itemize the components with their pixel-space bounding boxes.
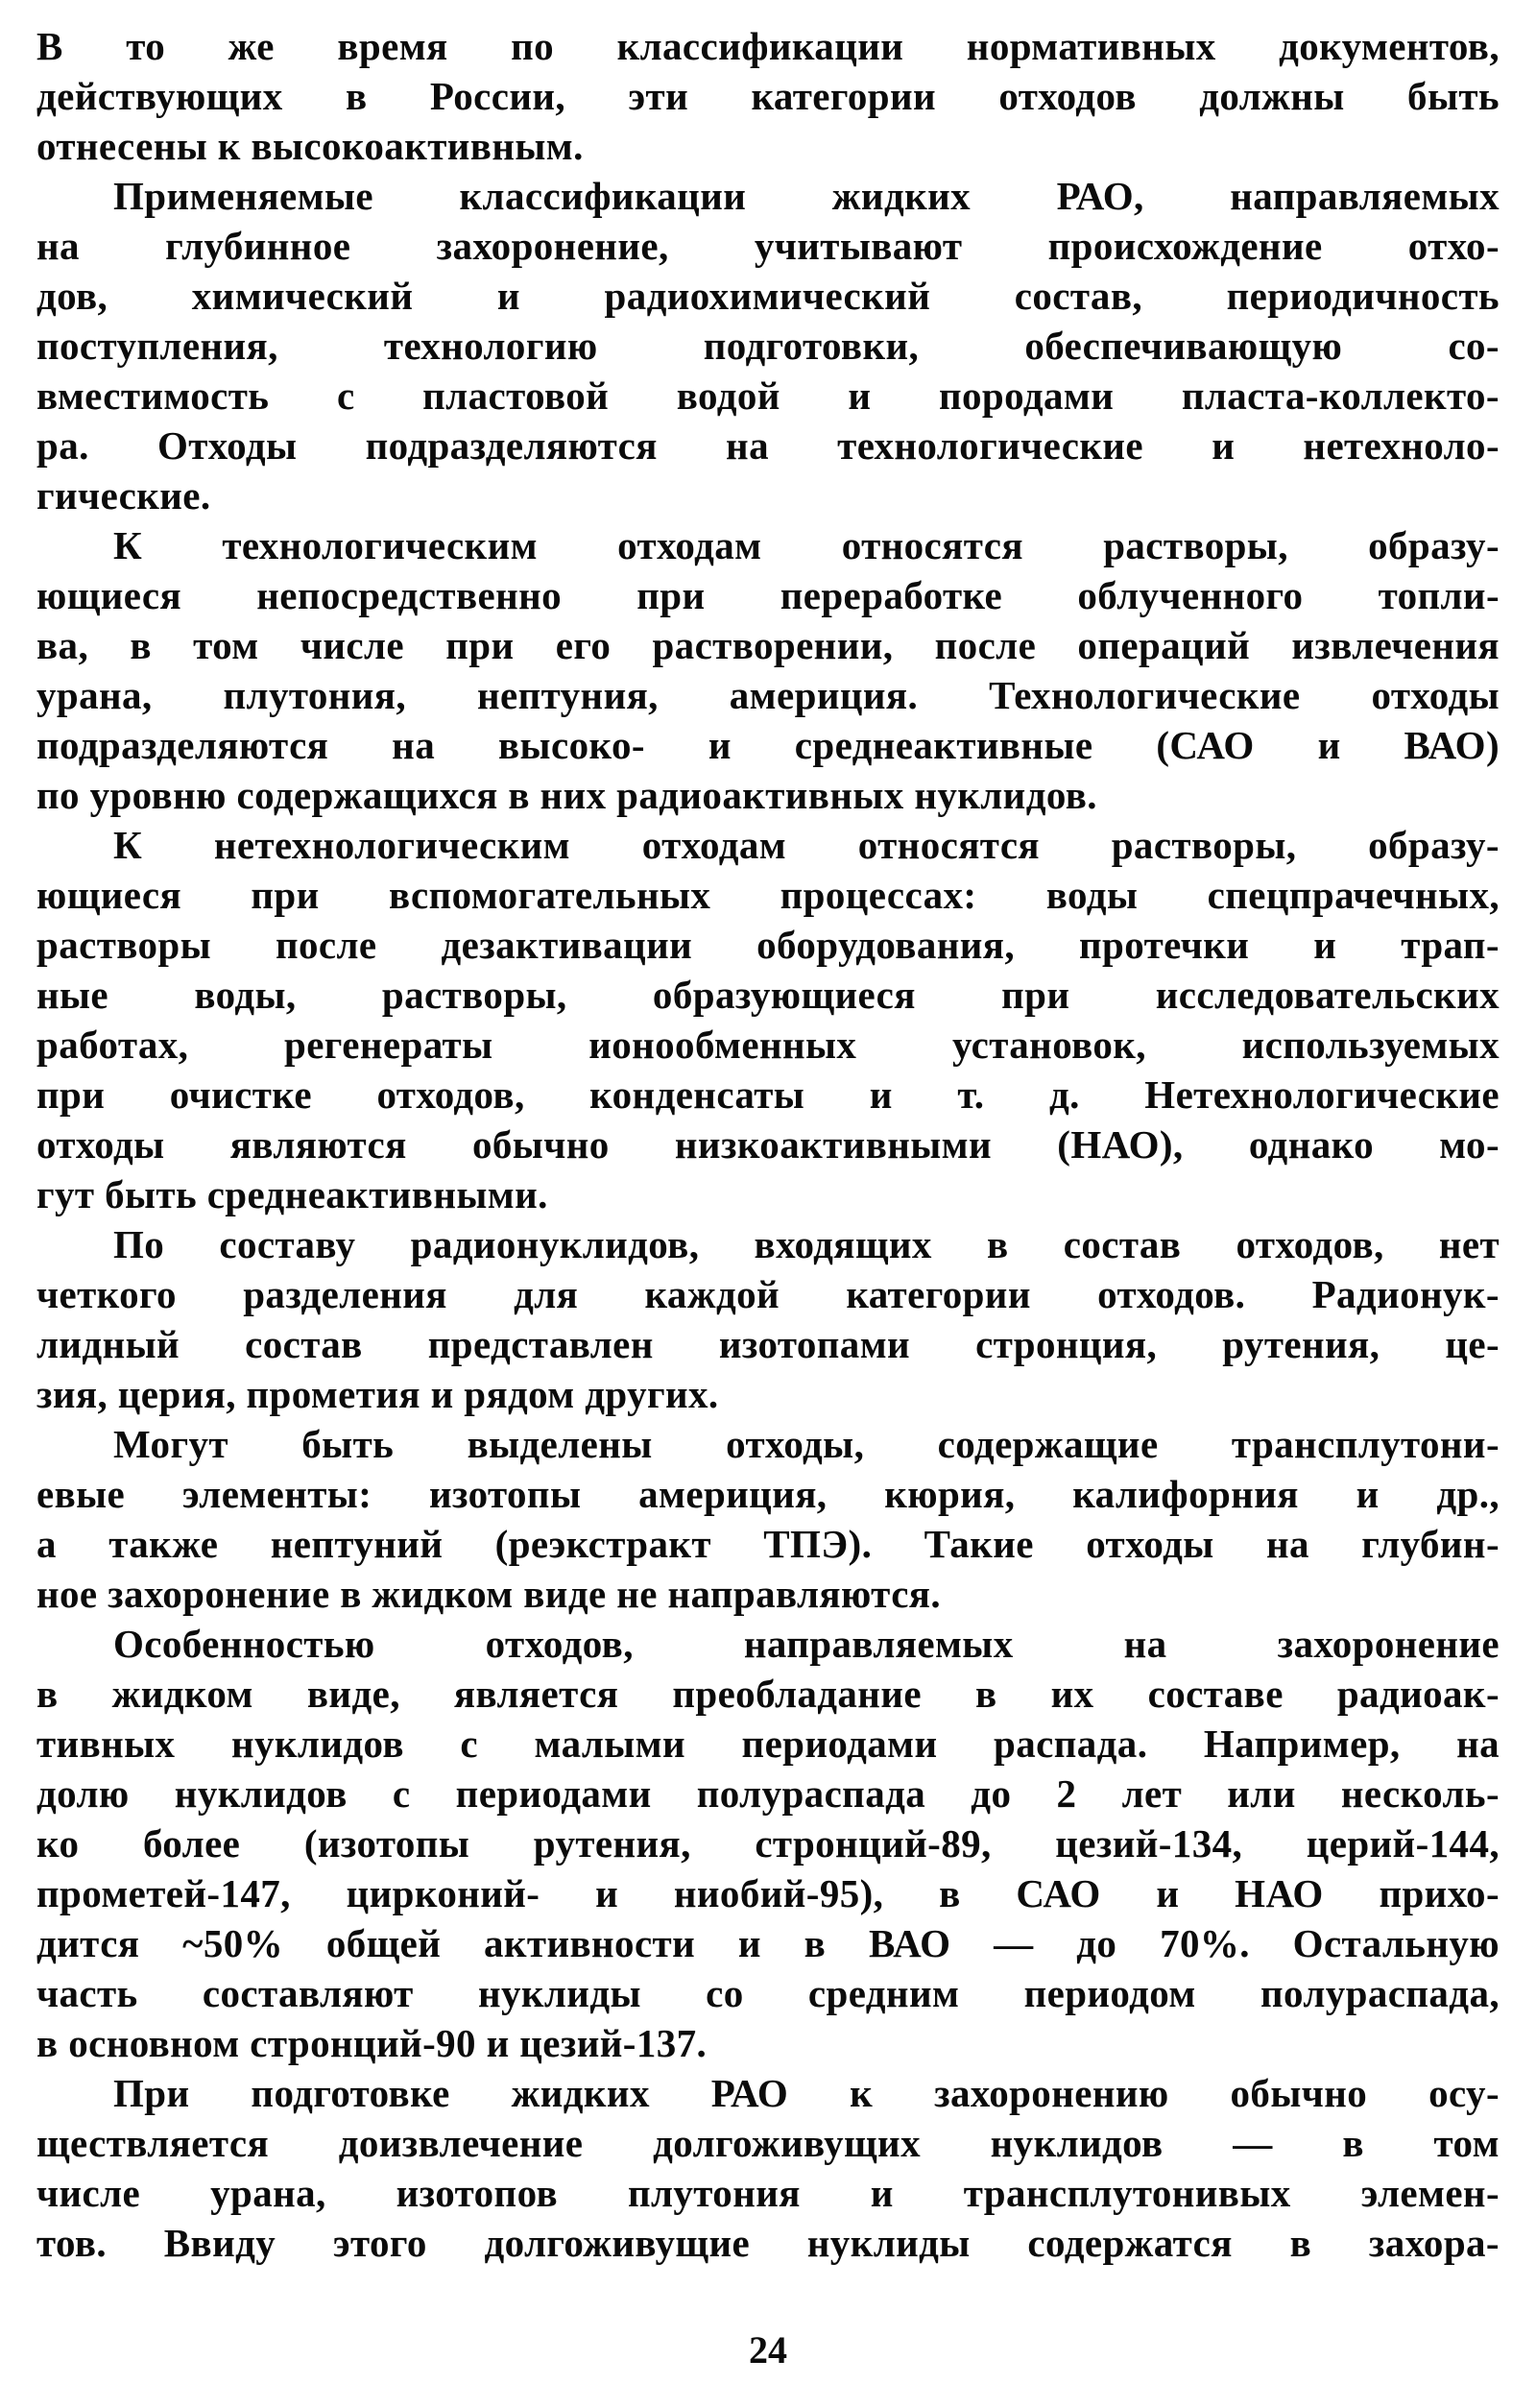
- text-line: в жидком виде, является преобладание в их составе радиоак-: [36, 1672, 1500, 1716]
- page-number: 24: [749, 2328, 787, 2372]
- text-line: дится ~50% общей активности и в ВАО — до 70%. Остальную: [36, 1921, 1500, 1965]
- paragraph: [36, 820, 1500, 1219]
- text-line: урана, плутония, нептуния, америция. Технологические отходы: [36, 673, 1500, 717]
- text-line: лидный состав представлен изотопами стронция, рутения, це-: [36, 1322, 1500, 1366]
- text-line: прометей-147, цирконий- и ниобий-95), в САО и НАО прихо-: [36, 1871, 1500, 1915]
- text-line: тов. Ввиду этого долгоживущие нуклиды содержатся в захора-: [36, 2221, 1500, 2265]
- text-line: поступления, технологию подготовки, обеспечивающую со-: [36, 324, 1500, 368]
- text-line: подразделяются на высоко- и среднеактивные (САО и ВАО): [36, 723, 1500, 767]
- text-line: работах, регенераты ионообменных установок, используемых: [36, 1023, 1500, 1067]
- text-line: В то же время по классификации нормативных документов,: [36, 24, 1500, 68]
- text-line: дов, химический и радиохимический состав, периодичность: [36, 274, 1500, 318]
- paragraph: [36, 2068, 1500, 2268]
- page-text: [36, 21, 1500, 2268]
- text-line: Применяемые классификации жидких РАО, направляемых: [113, 174, 1500, 218]
- text-line: а также нептуний (реэкстракт ТПЭ). Такие отходы на глубин-: [36, 1522, 1500, 1566]
- text-line: четкого разделения для каждой категории отходов. Радионук-: [36, 1272, 1500, 1316]
- text-line: числе урана, изотопов плутония и трансплутонивых элемен-: [36, 2171, 1500, 2215]
- text-line: на глубинное захоронение, учитывают происхождение отхо-: [36, 224, 1500, 268]
- paragraph: [36, 171, 1500, 520]
- paragraph: [36, 1419, 1500, 1619]
- text-line: часть составляют нуклиды со средним периодом полураспада,: [36, 1971, 1500, 2015]
- text-line: гут быть среднеактивными.: [36, 1172, 548, 1216]
- text-line: в основном стронций-90 и цезий-137.: [36, 2021, 708, 2065]
- text-line: При подготовке жидких РАО к захоронению обычно осу-: [113, 2071, 1500, 2115]
- text-line: тивных нуклидов с малыми периодами распада. Например, на: [36, 1722, 1500, 1766]
- text-line: По составу радионуклидов, входящих в состав отходов, нет: [113, 1222, 1500, 1266]
- text-line: Могут быть выделены отходы, содержащие трансплутони-: [113, 1422, 1500, 1466]
- text-line: по уровню содержащихся в них радиоактивных нуклидов.: [36, 773, 1097, 817]
- text-line: гические.: [36, 473, 211, 518]
- text-line: ва, в том числе при его растворении, после операций извлечения: [36, 623, 1500, 667]
- paragraph: [36, 1219, 1500, 1419]
- paragraph: [36, 1619, 1500, 2068]
- text-line: ные воды, растворы, образующиеся при исследовательских: [36, 973, 1500, 1017]
- text-line: ющиеся при вспомогательных процессах: воды спецпрачечных,: [36, 873, 1500, 917]
- text-line: растворы после дезактивации оборудования, протечки и трап-: [36, 923, 1500, 967]
- text-line: долю нуклидов с периодами полураспада до 2 лет или несколь-: [36, 1771, 1500, 1816]
- text-line: К технологическим отходам относятся растворы, образу-: [113, 523, 1500, 567]
- text-line: ное захоронение в жидком виде не направляются.: [36, 1572, 942, 1616]
- text-line: ко более (изотопы рутения, стронций-89, цезий-134, церий-144,: [36, 1821, 1500, 1866]
- text-line: действующих в России, эти категории отходов должны быть: [36, 74, 1500, 118]
- text-line: при очистке отходов, конденсаты и т. д. Нетехнологические: [36, 1072, 1500, 1117]
- text-line: ществляется доизвлечение долгоживущих нуклидов — в том: [36, 2121, 1500, 2165]
- text-line: евые элементы: изотопы америция, кюрия, калифорния и др.,: [36, 1472, 1500, 1516]
- text-line: ра. Отходы подразделяются на технологические и нетехноло-: [36, 423, 1500, 468]
- paragraph: [36, 520, 1500, 820]
- text-line: вместимость с пластовой водой и породами пласта-коллекто-: [36, 373, 1500, 418]
- text-line: отнесены к высокоактивным.: [36, 124, 584, 168]
- text-line: К нетехнологическим отходам относятся растворы, образу-: [113, 823, 1500, 867]
- paragraph: [36, 21, 1500, 171]
- text-line: зия, церия, прометия и рядом других.: [36, 1372, 719, 1416]
- text-line: Особенностью отходов, направляемых на захоронение: [113, 1622, 1500, 1666]
- text-line: ющиеся непосредственно при переработке облученного топли-: [36, 573, 1500, 617]
- text-line: отходы являются обычно низкоактивными (НАО), однако мо-: [36, 1122, 1500, 1167]
